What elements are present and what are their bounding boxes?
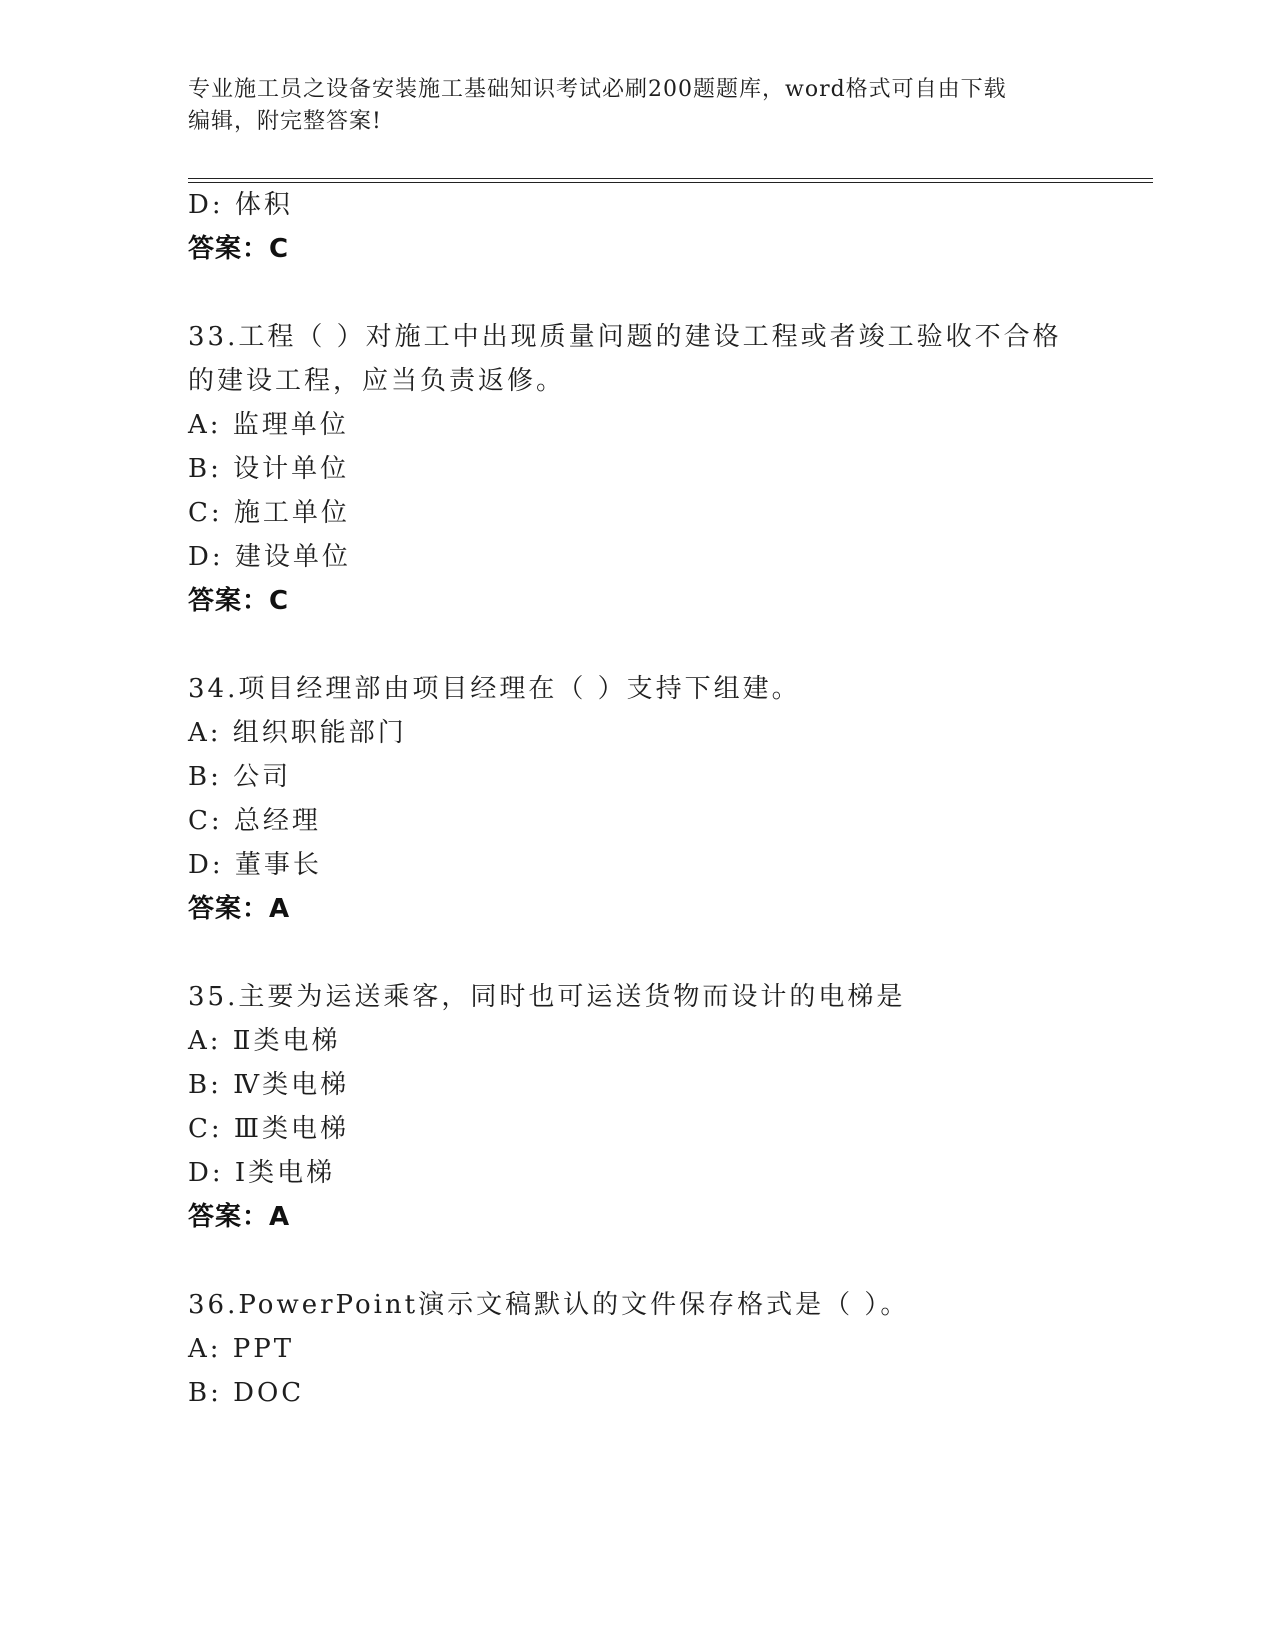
- q35-option-d: D: Ⅰ类电梯: [188, 1158, 336, 1188]
- q34-option-c: C: 总经理: [188, 806, 321, 836]
- q33-option-b: B: 设计单位: [188, 454, 350, 484]
- q33-stem-line-2: 的建设工程，应当负责返修。: [188, 366, 566, 396]
- q33-option-d: D: 建设单位: [188, 542, 351, 572]
- prev-option-d: D: 体积: [188, 190, 293, 220]
- q33-answer: 答案：C: [188, 586, 290, 616]
- prev-answer: 答案：C: [188, 234, 290, 264]
- q35-stem: 35.主要为运送乘客，同时也可运送货物而设计的电梯是: [188, 982, 906, 1012]
- q34-stem: 34.项目经理部由项目经理在（ ）支持下组建。: [188, 674, 801, 704]
- q36-stem: 36.PowerPoint演示文稿默认的文件保存格式是（ ）。: [188, 1290, 910, 1320]
- q36-option-b: B: DOC: [188, 1378, 305, 1408]
- q33-option-a: A: 监理单位: [188, 410, 349, 440]
- q35-option-c: C: Ⅲ类电梯: [188, 1114, 349, 1144]
- q35-option-a: A: Ⅱ类电梯: [188, 1026, 341, 1056]
- header-divider-top: [188, 178, 1153, 179]
- q34-option-b: B: 公司: [188, 762, 292, 792]
- q35-option-b: B: Ⅳ类电梯: [188, 1070, 350, 1100]
- q34-option-a: A: 组织职能部门: [188, 718, 407, 748]
- document-header: [188, 74, 1068, 138]
- q33-option-c: C: 施工单位: [188, 498, 350, 528]
- header-title-line-1: 专业施工员之设备安装施工基础知识考试必刷200题题库，word格式可自由下载: [188, 77, 1007, 102]
- q35-answer: 答案：A: [188, 1202, 291, 1232]
- header-divider-bottom: [188, 182, 1153, 183]
- q34-answer: 答案：A: [188, 894, 291, 924]
- q33-stem-line-1: 33.工程（ ）对施工中出现质量问题的建设工程或者竣工验收不合格: [188, 322, 1062, 352]
- header-title-line-2: 编辑，附完整答案!: [188, 109, 382, 134]
- q34-option-d: D: 董事长: [188, 850, 322, 880]
- q36-option-a: A: PPT: [188, 1334, 295, 1364]
